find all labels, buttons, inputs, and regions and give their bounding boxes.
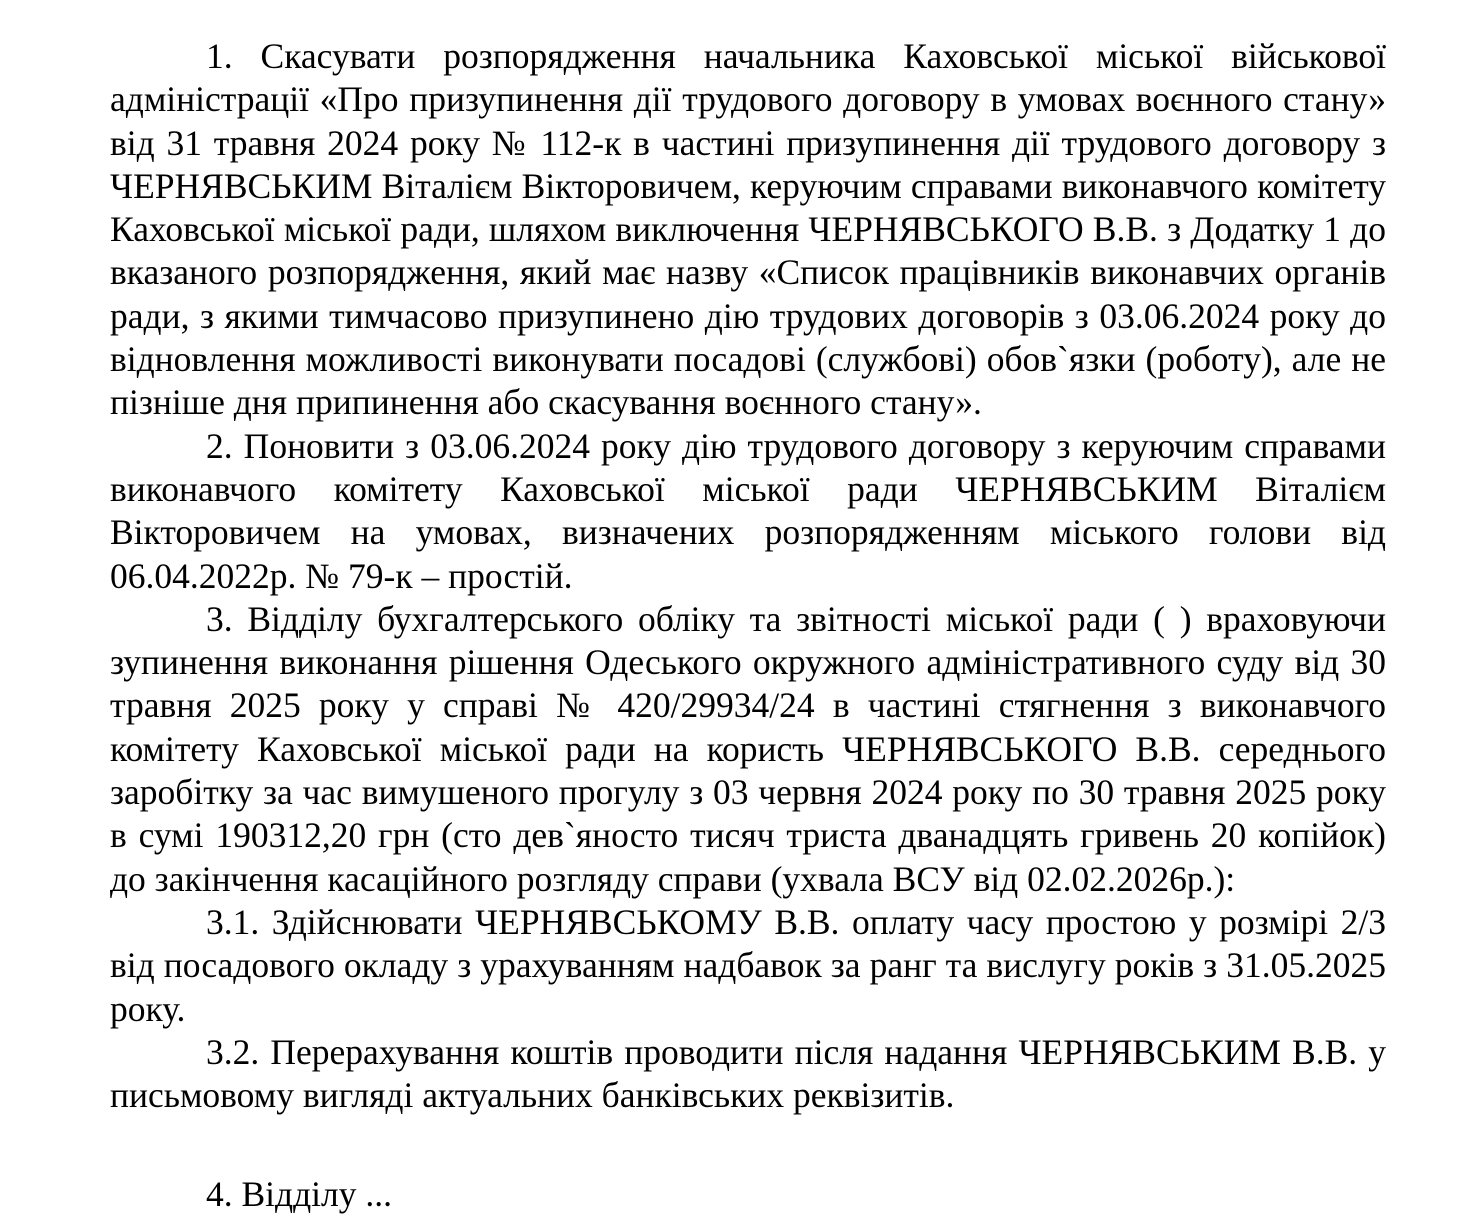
paragraph-1: 1. Скасувати розпорядження начальника Каховської міської військової адміністрації «Про призупинення дії трудового договору в умовах воєнного стану» від 31 травня 2024 року № 112-к в частині призупинення дії трудового договору з ЧЕРНЯВСЬКИМ Віталієм Вікторовичем, керуючим справами виконавчого комітету Каховської міської ради, шляхом виключення ЧЕРНЯВСЬКОГО В.В. з Додатку 1 до вказаного розпорядження, який має назву «Список працівників виконавчих органів ради, з якими тимчасово призупинено дію трудових договорів з 03.06.2024 року до відновлення можливості виконувати посадові (службові) обов`язки (роботу), але не пізніше дня припинення або скасування воєнного стану».: [110, 36, 1386, 423]
paragraph-3: 3. Відділу бухгалтерського обліку та звітності міської ради ( ) враховуючи зупинення виконання рішення Одеського окружного адміністративного суду від 30 травня 2025 року у справі № 420/29934/24 в частині стягнення з виконавчого комітету Каховської міської ради на користь ЧЕРНЯВСЬКОГО В.В. середнього заробітку за час вимушеного прогулу з 03 червня 2024 року по 30 травня 2025 року в сумі 190312,20 грн (сто дев`яносто тисяч триста дванадцять гривень 20 копійок) до закінчення касаційного розгляду справи (ухвала ВСУ від 02.02.2026р.):: [110, 598, 1386, 899]
cut-off-next-line: [110, 1174, 1386, 1216]
paragraph-3-1: 3.1. Здійснювати ЧЕРНЯВСЬКОМУ В.В. оплату часу простою у розмірі 2/3 від посадового окладу з урахуванням надбавок за ранг та вислугу років з 31.05.2025 року.: [110, 901, 1386, 1029]
paragraph-4-partial: 4. Відділу ...: [206, 1174, 392, 1214]
paragraph-2: 2. Поновити з 03.06.2024 року дію трудового договору з керуючим справами виконавчого комітету Каховської міської ради ЧЕРНЯВСЬКИМ Віталієм Вікторовичем на умовах, визначених розпорядженням міського голови від 06.04.2022р. № 79-к – простій.: [110, 425, 1386, 596]
paragraph-3-2: 3.2. Перерахування коштів проводити після надання ЧЕРНЯВСЬКИМ В.В. у письмовому вигляді актуальних банківських реквізитів.: [110, 1031, 1386, 1116]
document-page: [110, 35, 1386, 1117]
